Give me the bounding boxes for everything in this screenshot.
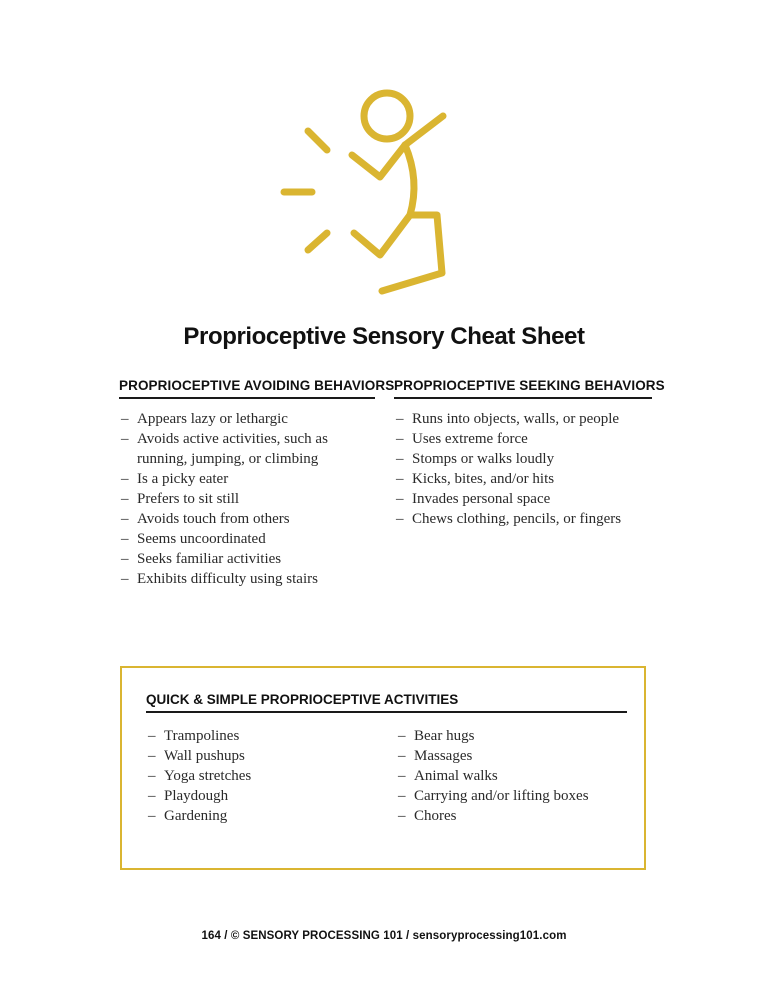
list-item: – Massages xyxy=(396,746,628,766)
list-item: – Appears lazy or lethargic xyxy=(119,409,375,429)
list-item: – Bear hugs xyxy=(396,726,628,746)
list-item: – Seems uncoordinated xyxy=(119,529,375,549)
list-item: – Avoids touch from others xyxy=(119,509,375,529)
page-footer: 164 / © SENSORY PROCESSING 101 / sensoryprocessing101.com xyxy=(201,930,567,942)
list-item: – Runs into objects, walls, or people xyxy=(394,409,652,429)
list-item: – Stomps or walks loudly xyxy=(394,449,652,469)
activities-list-a xyxy=(146,726,386,826)
activities-box xyxy=(120,666,646,870)
seeking-behaviors-list xyxy=(394,409,652,529)
list-item: – Uses extreme force xyxy=(394,429,652,449)
list-item: – Kicks, bites, and/or hits xyxy=(394,469,652,489)
avoiding-behaviors-list xyxy=(119,409,375,589)
list-item: – Chores xyxy=(396,806,628,826)
list-item: – Animal walks xyxy=(396,766,628,786)
jumping-stick-figure-icon xyxy=(270,85,470,300)
list-item: – Trampolines xyxy=(146,726,386,746)
seeking-behaviors-section xyxy=(394,378,665,529)
list-item: – Prefers to sit still xyxy=(119,489,375,509)
activities-column-a xyxy=(146,726,386,826)
list-item: – Invades personal space xyxy=(394,489,652,509)
list-item: – Gardening xyxy=(146,806,386,826)
avoiding-behaviors-section xyxy=(119,378,395,589)
list-item: – Seeks familiar activities xyxy=(119,549,375,569)
activities-heading: QUICK & SIMPLE PROPRIOCEPTIVE ACTIVITIES xyxy=(146,692,627,713)
avoiding-behaviors-heading: PROPRIOCEPTIVE AVOIDING BEHAVIORS xyxy=(119,378,375,399)
jumping-figure-illustration xyxy=(270,85,470,300)
page-title: Proprioceptive Sensory Cheat Sheet xyxy=(183,323,585,350)
activities-list-b xyxy=(396,726,628,826)
seeking-behaviors-heading: PROPRIOCEPTIVE SEEKING BEHAVIORS xyxy=(394,378,652,399)
list-item: – Avoids active activities, such as running, jumping, or climbing xyxy=(119,429,375,469)
list-item: – Exhibits difficulty using stairs xyxy=(119,569,375,589)
list-item: – Chews clothing, pencils, or fingers xyxy=(394,509,652,529)
list-item: – Yoga stretches xyxy=(146,766,386,786)
activities-column-b xyxy=(396,726,628,826)
list-item: – Wall pushups xyxy=(146,746,386,766)
list-item: – Carrying and/or lifting boxes xyxy=(396,786,628,806)
list-item: – Is a picky eater xyxy=(119,469,375,489)
list-item: – Playdough xyxy=(146,786,386,806)
